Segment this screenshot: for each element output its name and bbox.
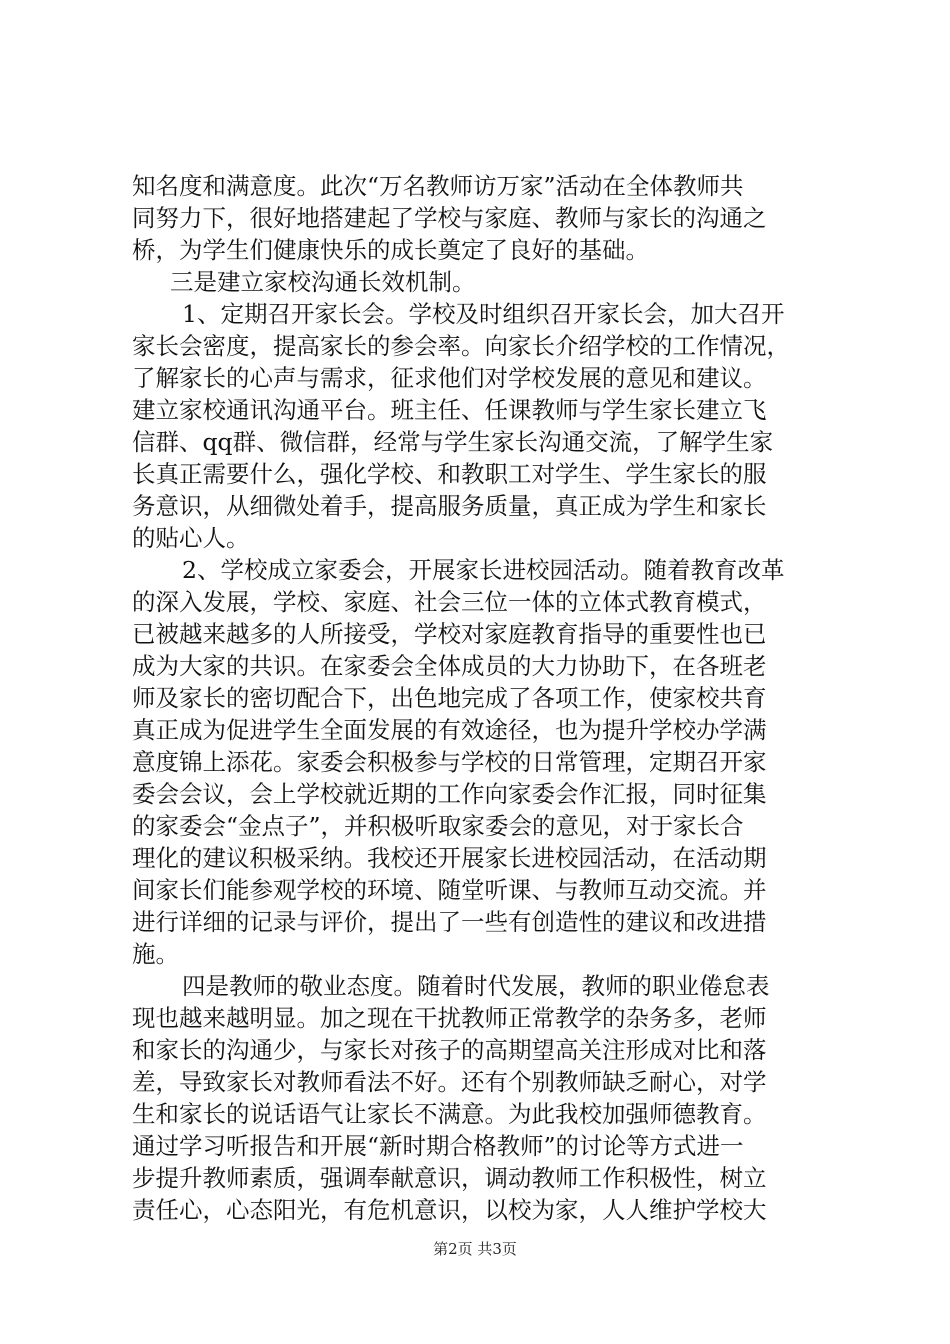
text-line: 和家长的沟通少，与家长对孩子的高期望高关注形成对比和落 <box>132 1036 767 1064</box>
text-line: 责任心，心态阳光，有危机意识，以校为家，人人维护学校大 <box>132 1196 767 1224</box>
text-line: 知名度和满意度。此次“万名教师访万家”活动在全体教师共 <box>132 172 744 200</box>
text-line: 了解家长的心声与需求，征求他们对学校发展的意见和建议。 <box>132 364 767 392</box>
text-line: 步提升教师素质，强调奉献意识，调动教师工作积极性，树立 <box>132 1164 767 1192</box>
body-text <box>132 170 832 1226</box>
text-line: 的深入发展，学校、家庭、社会三位一体的立体式教育模式， <box>132 588 767 616</box>
text-line: 2、学校成立家委会，开展家长进校园活动。随着教育改革 <box>182 556 785 584</box>
text-line: 成为大家的共识。在家委会全体成员的大力协助下，在各班老 <box>132 652 767 680</box>
text-line: 进行详细的记录与评价，提出了一些有创造性的建议和改进措 <box>132 908 767 936</box>
page-number-footer: 第2页 共3页 <box>433 1240 517 1258</box>
section-heading: 四是教师的敬业态度。随着时代发展，教师的职业倦怠表 <box>182 972 770 1000</box>
text-line: 已被越来越多的人所接受，学校对家庭教育指导的重要性也已 <box>132 620 767 648</box>
text-line: 委会会议，会上学校就近期的工作向家委会作汇报，同时征集 <box>132 780 767 808</box>
text-line: 理化的建议积极采纳。我校还开展家长进校园活动，在活动期 <box>132 844 767 872</box>
text-line: 信群、qq群、微信群，经常与学生家长沟通交流，了解学生家 <box>132 428 774 456</box>
text-line: 意度锦上添花。家委会积极参与学校的日常管理，定期召开家 <box>132 748 767 776</box>
text-line: 1、定期召开家长会。学校及时组织召开家长会，加大召开 <box>182 300 785 328</box>
text-line: 的家委会“金点子”，并积极听取家委会的意见，对于家长合 <box>132 812 744 840</box>
text-line: 生和家长的说话语气让家长不满意。为此我校加强师德教育。 <box>132 1100 767 1128</box>
text-line: 同努力下，很好地搭建起了学校与家庭、教师与家长的沟通之 <box>132 204 767 232</box>
text-line: 的贴心人。 <box>132 524 250 552</box>
text-line: 务意识，从细微处着手，提高服务质量，真正成为学生和家长 <box>132 492 767 520</box>
text-line: 师及家长的密切配合下，出色地完成了各项工作，使家校共育 <box>132 684 767 712</box>
text-line: 现也越来越明显。加之现在干扰教师正常教学的杂务多，老师 <box>132 1004 767 1032</box>
text-line: 真正成为促进学生全面发展的有效途径，也为提升学校办学满 <box>132 716 767 744</box>
text-line: 家长会密度，提高家长的参会率。向家长介绍学校的工作情况， <box>132 332 790 360</box>
text-line: 间家长们能参观学校的环境、随堂听课、与教师互动交流。并 <box>132 876 767 904</box>
text-line: 施。 <box>132 940 179 968</box>
text-line: 桥，为学生们健康快乐的成长奠定了良好的基础。 <box>132 236 649 264</box>
text-line: 建立家校通讯沟通平台。班主任、任课教师与学生家长建立飞 <box>132 396 767 424</box>
text-line: 通过学习听报告和开展“新时期合格教师”的讨论等方式进一 <box>132 1132 744 1160</box>
text-line: 长真正需要什么，强化学校、和教职工对学生、学生家长的服 <box>132 460 767 488</box>
text-line: 差，导致家长对教师看法不好。还有个别教师缺乏耐心，对学 <box>132 1068 767 1096</box>
section-heading: 三是建立家校沟通长效机制。 <box>170 268 476 296</box>
